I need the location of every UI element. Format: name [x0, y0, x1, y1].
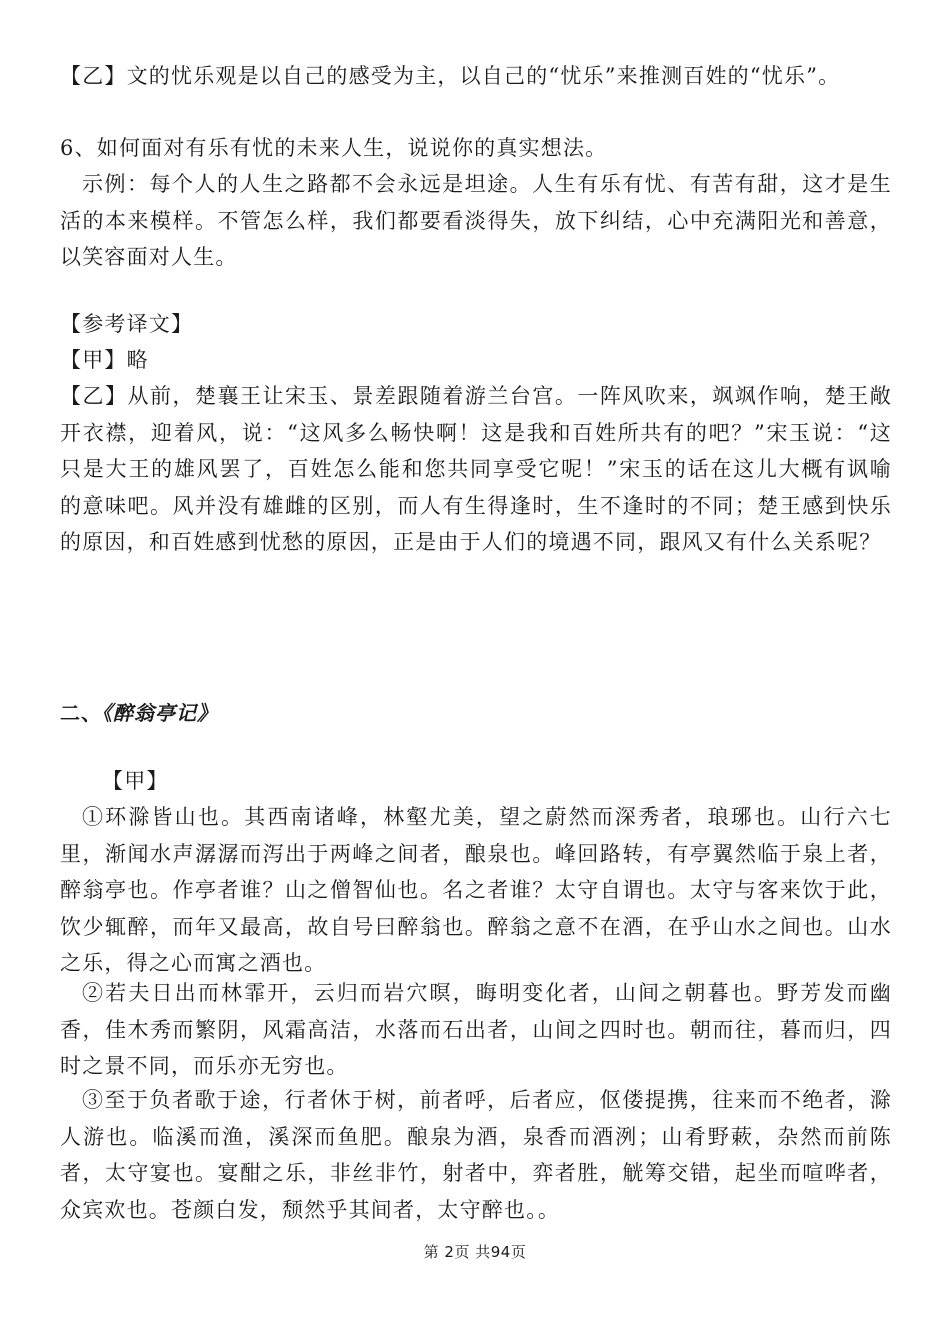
paragraph-2: ②若夫日出而林霏开，云归而岩穴暝，晦明变化者，山间之朝暮也。野芳发而幽香，佳木秀而繁阴，风霜高洁，水落而石出者，山间之四时也。朝而往，暮而归，四时之景不同，而乐亦无穷也。 — [60, 981, 892, 1078]
answer-5-line: 【乙】文的忧乐观是以自己的感受为主，以自己的“忧乐”来推测百姓的“忧乐”。 — [60, 64, 841, 88]
reference-yi: 【乙】从前，楚襄王让宋玉、景差跟随着游兰台宫。一阵风吹来，飒飒作响，楚王敞开衣襟，迎着风，说：“这风多么畅快啊！这是我和百姓所共有的吧？”宋玉说：“这只是大王的雄风罢了，百姓怎么能和您共同享受它呢！”宋玉的话在这儿大概有讽喻的意味吧。风并没有雄雌的区别，而人有生得逢时，生不逢时的不同；楚王感到快乐的原因，和百姓感到忧愁的原因，正是由于人们的境遇不同，跟风又有什么关系呢？ — [60, 384, 892, 554]
paragraph-1: ①环滁皆山也。其西南诸峰，林壑尤美，望之蔚然而深秀者，琅琊也。山行六七里，渐闻水声潺潺而泻出于两峰之间者，酿泉也。峰回路转，有亭翼然临于泉上者，醉翁亭也。作亭者谁？山之僧智仙也。名之者谁？太守自谓也。太守与客来饮于此，饮少辄醉，而年又最高，故自号曰醉翁也。醉翁之意不在酒，在乎山水之间也。山水之乐，得之心而寓之酒也。 — [60, 805, 892, 975]
paragraph-3: ③至于负者歌于途，行者休于树，前者呼，后者应，伛偻提携，往来而不绝者，滁人游也。临溪而渔，溪深而鱼肥。酿泉为酒，泉香而酒洌；山肴野蔌，杂然而前陈者，太守宴也。宴酣之乐，非丝非竹，射者中，弈者胜，觥筹交错，起坐而喧哗者，众宾欢也。苍颜白发，颓然乎其间者，太守醉也。。 — [60, 1088, 892, 1222]
jia-label: 【甲】 — [102, 769, 169, 793]
section-title: 《醉翁亭记》 — [102, 701, 218, 725]
section-heading — [60, 697, 218, 726]
reference-jia: 【甲】略 — [60, 348, 149, 372]
section-number: 二、 — [60, 701, 102, 725]
question-6: 6、如何面对有乐有忧的未来人生，说说你的真实想法。 — [60, 136, 608, 160]
page-footer: 第 2页 共94页 — [423, 1243, 527, 1261]
reference-translation-heading: 【参考译文】 — [60, 312, 194, 336]
question-6-answer: 示例：每个人的人生之路都不会永远是坦途。人生有乐有忧、有苦有甜，这才是生活的本来模样。不管怎么样，我们都要看淡得失，放下纠结，心中充满阳光和善意，以笑容面对人生。 — [60, 172, 892, 269]
